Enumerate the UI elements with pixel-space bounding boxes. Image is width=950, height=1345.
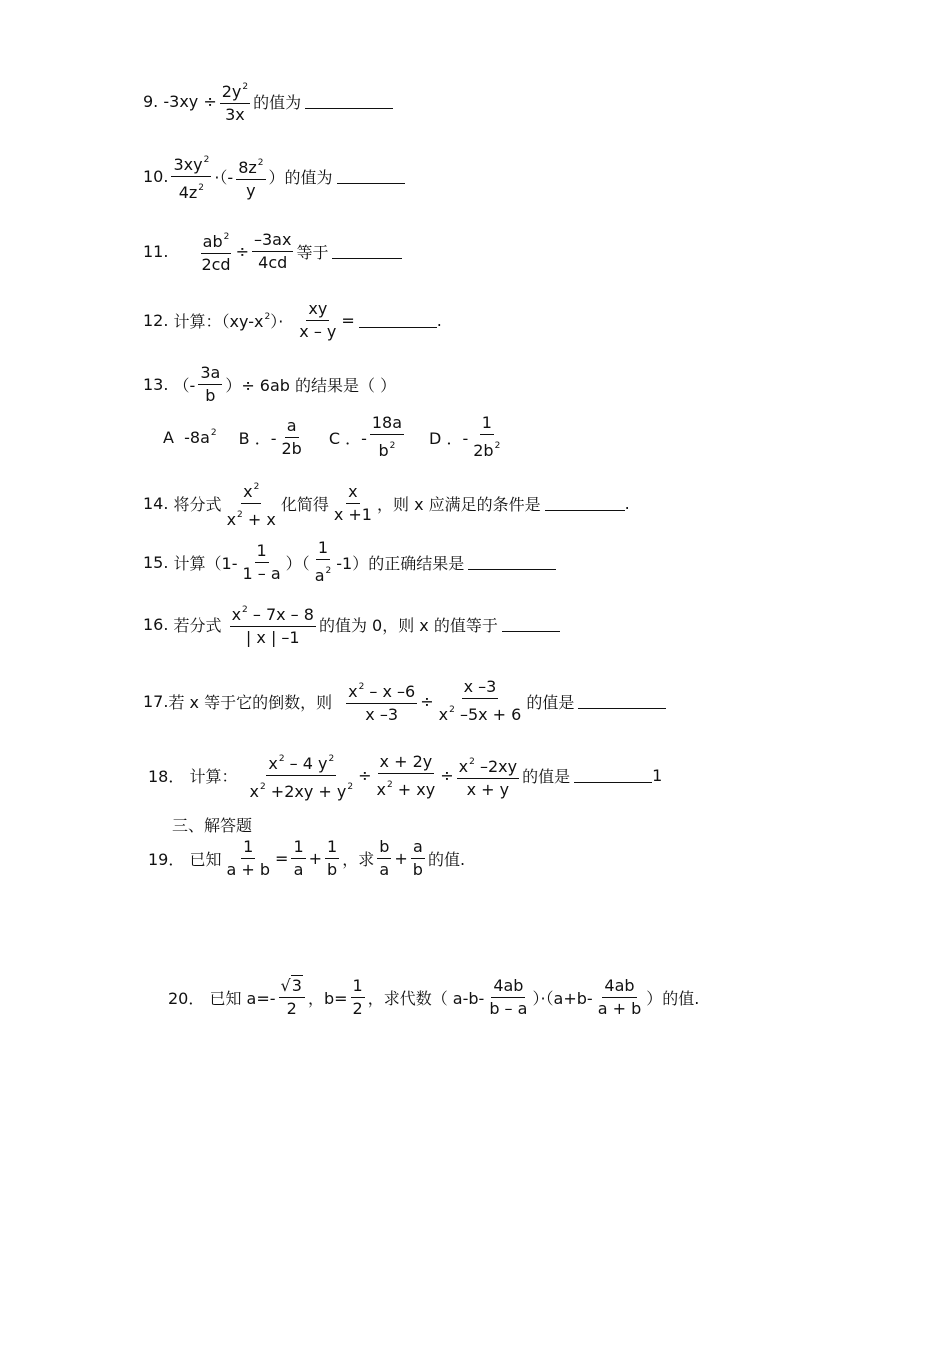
fraction: $\frac{4ab}{b - a}$ <box>489 976 528 1018</box>
question-number: 20． <box>168 989 205 1008</box>
operator: ÷ <box>440 766 454 785</box>
question-text: 已知 <box>189 850 222 869</box>
question-text: 将分式 <box>173 495 222 514</box>
operator: + <box>308 849 323 868</box>
question-13-options <box>163 412 505 462</box>
operator: ÷ <box>235 241 249 261</box>
question-13 <box>143 362 396 407</box>
equals-sign: = <box>275 849 289 868</box>
question-15 <box>143 537 556 587</box>
question-18 <box>148 748 662 803</box>
question-text: ，求 <box>342 850 375 869</box>
equals-sign: = <box>341 311 355 330</box>
question-text: 的值. <box>427 850 466 869</box>
fraction: $\frac{x^2 - 7x - 8}{| x | -1}$ <box>230 599 316 649</box>
answer-blank[interactable] <box>502 617 560 632</box>
question-number: 19． <box>148 850 185 869</box>
option-d[interactable]: D ．- <box>429 428 469 448</box>
sqrt-symbol: √3 <box>280 976 302 995</box>
fraction: $\frac{x + 2y}{x^2 + xy}$ <box>376 751 436 799</box>
operator: ÷ <box>358 766 372 785</box>
question-number: 11. <box>143 241 169 261</box>
expression-text: （- <box>173 376 196 395</box>
answer-blank[interactable] <box>574 768 652 783</box>
question-10 <box>143 149 405 204</box>
fraction: $\frac{8z^2}{y}$ <box>236 152 265 202</box>
fraction: $\frac{1}{a}$ <box>293 837 304 879</box>
fraction: $\frac{x^2 - x -6}{x -3}$ <box>346 676 417 726</box>
fraction: $\frac{1}{1 - a}$ <box>242 540 281 583</box>
fraction: $\frac{3xy^2}{4z^2}$ <box>171 149 211 204</box>
fraction: $\frac{x -3}{x^2 -5x + 6}$ <box>438 677 522 724</box>
question-11 <box>143 226 402 276</box>
fraction: $\frac{a}{2b}$ <box>281 415 302 458</box>
fraction: $\frac{1}{2b^2}$ <box>473 413 501 460</box>
period: . <box>436 311 442 330</box>
fraction: $\frac{b}{a}$ <box>379 837 390 879</box>
question-text: 计算： <box>189 767 238 786</box>
fraction: $\frac{1}{a^2}$ <box>314 538 332 585</box>
question-number: 10. <box>143 167 169 186</box>
question-text: 的值为 <box>253 92 302 112</box>
question-number: 13. <box>143 375 169 394</box>
question-text: 化简得 <box>280 495 329 514</box>
question-text: 若分式 <box>173 615 222 635</box>
question-number: 15. <box>143 552 169 572</box>
question-text: ，b= <box>307 989 348 1008</box>
question-number: 9. <box>143 91 159 111</box>
fraction: $\frac{x^2}{x^2 + x}$ <box>225 476 278 531</box>
question-14 <box>143 476 630 531</box>
question-number: 16. <box>143 614 169 634</box>
question-text: 计算（1- <box>173 553 238 573</box>
expression-text: ）（ <box>285 553 310 573</box>
fraction: $\frac{x}{x +1}$ <box>333 482 372 524</box>
answer-blank[interactable] <box>359 313 437 328</box>
fraction: $\frac{xy}{x - y}$ <box>299 299 337 341</box>
question-17 <box>143 676 666 726</box>
question-text: ，求代数（ a-b- <box>367 989 485 1008</box>
fraction: $\frac{2y^2}{3x}$ <box>220 76 250 126</box>
question-number: 17. <box>143 691 169 711</box>
question-text: 已知 a=- <box>209 989 276 1008</box>
question-text: -1）的正确结果是 <box>336 553 465 573</box>
fraction: $\frac{ab^2}{2cd}$ <box>199 226 232 276</box>
expression-text: ）·（a+b- <box>532 989 593 1008</box>
question-19 <box>148 836 465 881</box>
expression-text: ·（- <box>214 168 234 187</box>
expression-text: 计算：$(xy-x^2)\cdot$ <box>173 312 284 331</box>
fraction: $\frac{-3ax}{4cd}$ <box>254 229 292 272</box>
fraction: $\frac{a}{b}$ <box>412 837 423 879</box>
answer-blank[interactable] <box>332 244 402 259</box>
option-b[interactable]: B ．- <box>238 428 277 448</box>
answer-blank[interactable] <box>337 169 405 184</box>
question-text: 的值为 0，则 x 的值等于 <box>318 615 498 635</box>
expression-text: -3xy ÷ <box>163 91 217 111</box>
question-text: 若 x 等于它的倒数，则 <box>168 692 333 712</box>
question-text: 等于 <box>296 242 329 262</box>
fraction: $\frac{3a}{b}$ <box>200 363 221 405</box>
question-number: 14. <box>143 494 169 513</box>
fraction: $\frac{1}{a + b}$ <box>226 837 271 879</box>
answer-blank[interactable] <box>468 555 556 570</box>
question-text: 的值是 <box>522 767 571 786</box>
operator: ÷ <box>420 691 434 711</box>
question-text: ）的值为 <box>268 168 333 187</box>
question-text: ）的值. <box>646 989 700 1008</box>
question-number: 18． <box>148 767 185 786</box>
fraction: $\frac{√3}{2}$ <box>279 975 305 1020</box>
fraction: $\frac{4ab}{a + b}$ <box>597 976 642 1018</box>
option-c[interactable]: C ．- <box>328 428 367 448</box>
question-number: 12. <box>143 311 169 330</box>
answer-blank[interactable] <box>578 694 666 709</box>
fraction: $\frac{1}{b}$ <box>327 837 338 879</box>
fraction: $\frac{x^2 -2xy}{x + y}$ <box>457 751 519 801</box>
question-text: ）÷ 6ab 的结果是（ ） <box>225 376 397 395</box>
question-20 <box>168 975 699 1020</box>
period: . <box>624 494 630 513</box>
question-text: ，则 x 应满足的条件是 <box>376 495 541 514</box>
answer-blank[interactable] <box>545 496 625 511</box>
operator: + <box>394 849 408 868</box>
answer-blank[interactable] <box>305 94 393 109</box>
fraction: $\frac{1}{2}$ <box>352 976 363 1018</box>
section-title: 三、解答题 <box>172 816 253 835</box>
question-9 <box>143 76 393 126</box>
trailing-text: 1 <box>652 766 663 785</box>
option-a[interactable]: A $-8a^2$ <box>163 427 217 447</box>
question-16 <box>143 599 560 649</box>
question-text: 的值是 <box>526 692 575 712</box>
question-12 <box>143 298 442 343</box>
fraction: $\frac{x^2 - 4 y^2}{x^2 +2xy + y^2}$ <box>247 748 355 803</box>
fraction: $\frac{18a}{b^2}$ <box>371 413 403 460</box>
